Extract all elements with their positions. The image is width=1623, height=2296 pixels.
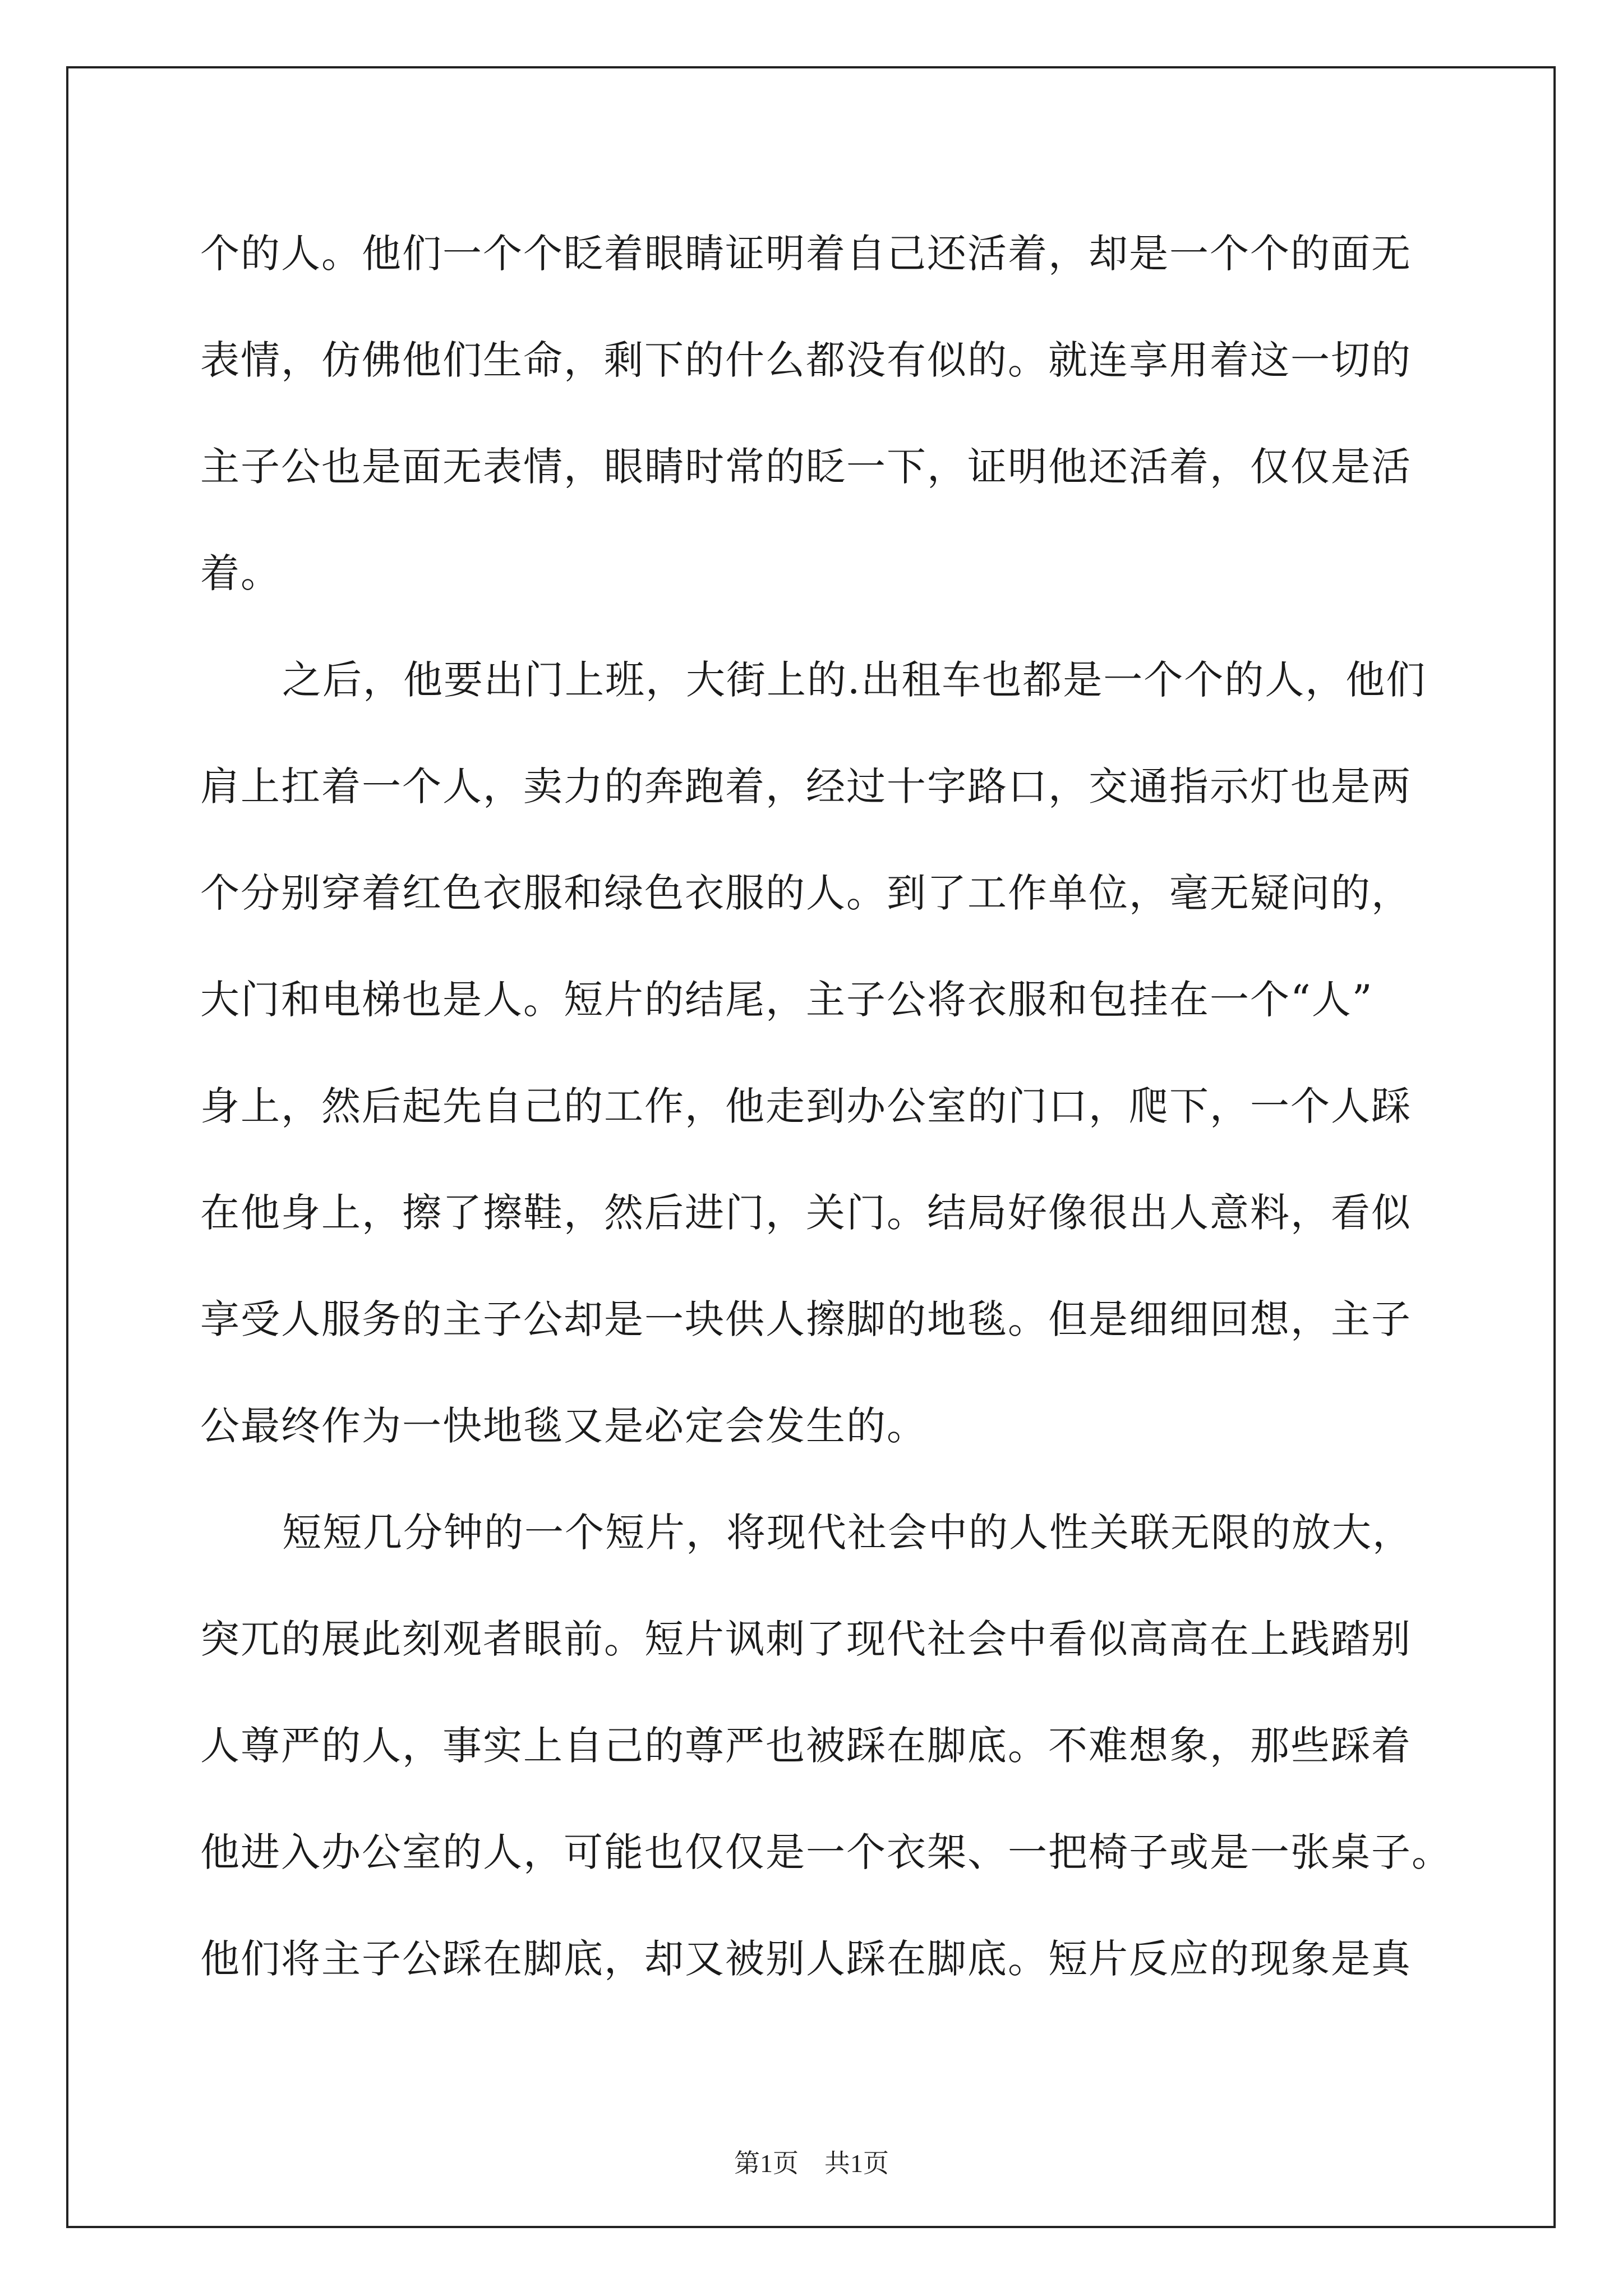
text-line: 个分别穿着红色衣服和绿色衣服的人。到了工作单位，毫无疑问的， bbox=[200, 870, 1412, 916]
text-line: 大门和电梯也是人。短片的结尾，主子公将衣服和包挂在一个“人” bbox=[200, 977, 1373, 1023]
text-line: 个的人。他们一个个眨着眼睛证明着自己还活着，却是一个个的面无 bbox=[200, 231, 1412, 277]
text-line: 突兀的展此刻观者眼前。短片讽刺了现代社会中看似高高在上践踏别 bbox=[200, 1616, 1412, 1662]
page-footer bbox=[0, 2143, 1623, 2180]
text-line: 人尊严的人，事实上自己的尊严也被踩在脚底。不难想象，那些踩着 bbox=[200, 1723, 1412, 1769]
text-line: 公最终作为一快地毯又是必定会发生的。 bbox=[200, 1403, 927, 1449]
text-line: 主子公也是面无表情，眼睛时常的眨一下，证明他还活着，仅仅是活 bbox=[200, 444, 1412, 490]
text-line: 他们将主子公踩在脚底，却又被别人踩在脚底。短片反应的现象是真 bbox=[200, 1936, 1412, 1982]
page-total: 共1页 bbox=[824, 2149, 889, 2178]
text-line: 身上，然后起先自己的工作，他走到办公室的门口，爬下，一个人踩 bbox=[200, 1083, 1412, 1129]
text-line: 肩上扛着一个人，卖力的奔跑着，经过十字路口，交通指示灯也是两 bbox=[200, 763, 1412, 809]
text-line: 短短几分钟的一个短片，将现代社会中的人性关联无限的放大， bbox=[282, 1510, 1413, 1556]
text-line: 之后，他要出门上班，大街上的.出租车也都是一个个的人，他们 bbox=[282, 657, 1427, 703]
body-text bbox=[200, 200, 1462, 2012]
page-number: 第1页 bbox=[734, 2149, 799, 2178]
text-line: 享受人服务的主子公却是一块供人擦脚的地毯。但是细细回想，主子 bbox=[200, 1296, 1412, 1342]
text-line: 他进入办公室的人，可能也仅仅是一个衣架、一把椅子或是一张桌子。 bbox=[200, 1829, 1452, 1875]
text-line: 表情，仿佛他们生命，剩下的什么都没有似的。就连享用着这一切的 bbox=[200, 337, 1412, 383]
text-line: 在他身上，擦了擦鞋，然后进门，关门。结局好像很出人意料，看似 bbox=[200, 1190, 1412, 1236]
text-line: 着。 bbox=[200, 550, 281, 596]
